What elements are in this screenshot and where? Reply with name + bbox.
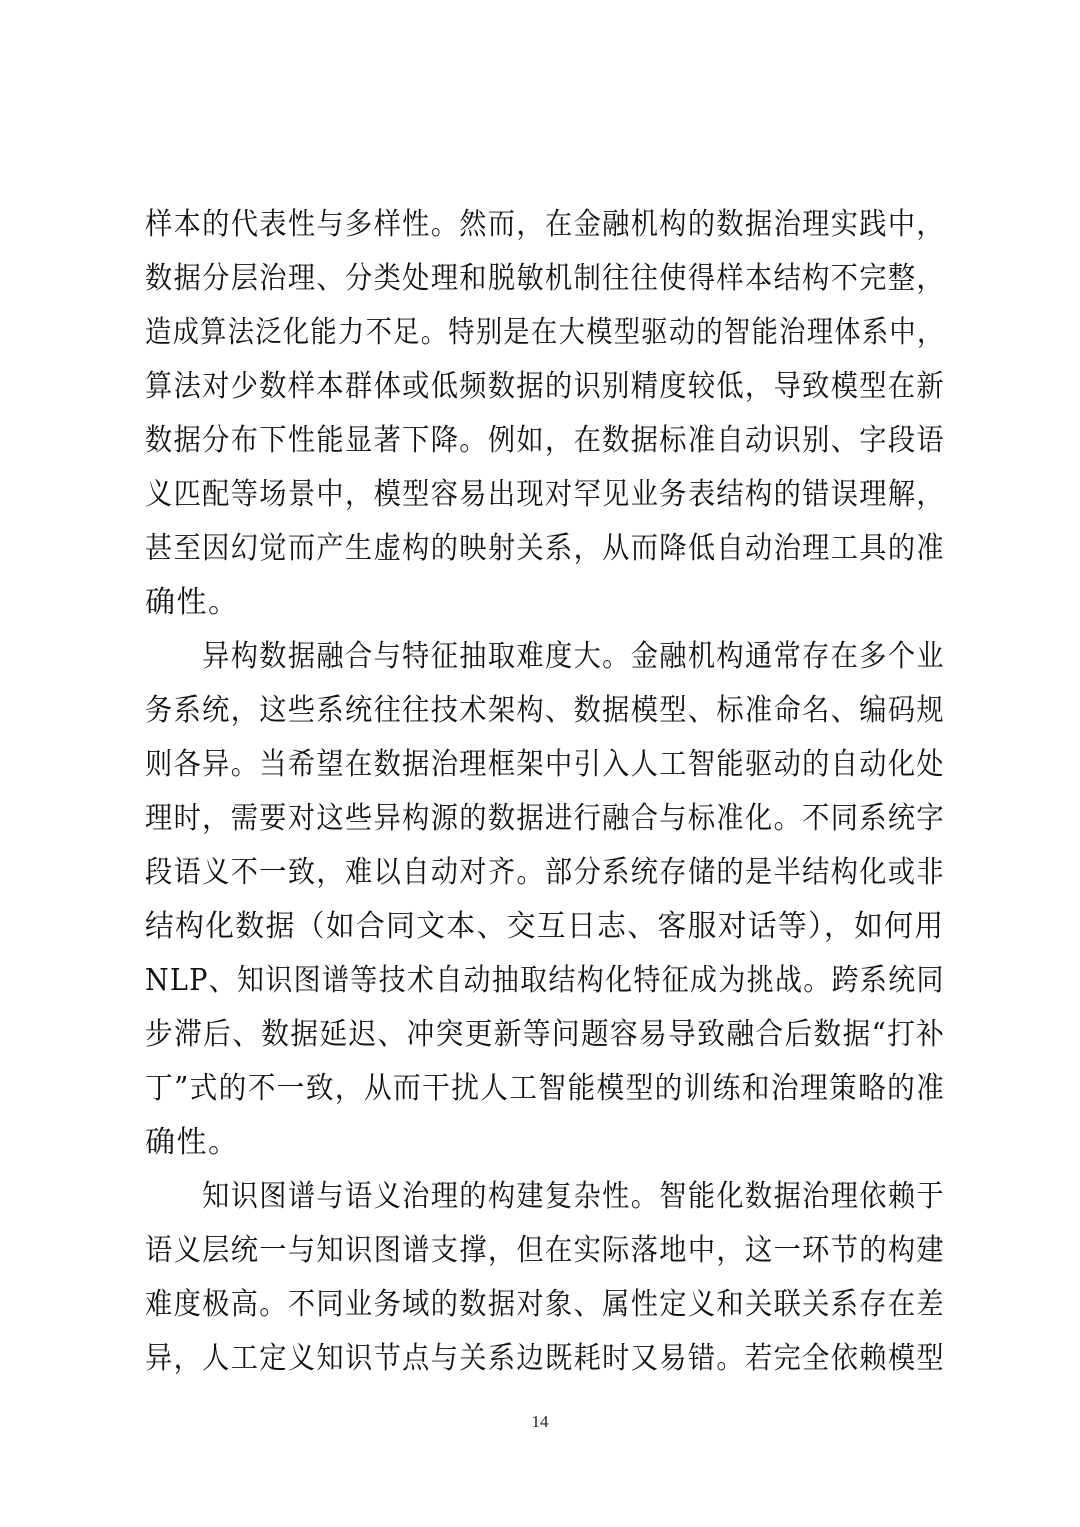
page-number: 14 (531, 1412, 549, 1431)
text-line: 样本的代表性与多样性。然而，在金融机构的数据治理实践中， (145, 207, 945, 242)
text-line: 确性。 (145, 585, 240, 620)
text-line: 数据分布下性能显著下降。例如，在数据标准自动识别、字段语 (145, 423, 945, 458)
text-line: 步滞后、数据延迟、冲突更新等问题容易导致融合后数据“打补 (145, 1017, 946, 1052)
text-line: NLP、知识图谱等技术自动抽取结构化特征成为挑战。跨系统同 (145, 963, 945, 998)
body-text (145, 198, 945, 1386)
text-line: 确性。 (145, 1125, 240, 1160)
text-line: 则各异。当希望在数据治理框架中引入人工智能驱动的自动化处 (145, 747, 945, 782)
text-line: 造成算法泛化能力不足。特别是在大模型驱动的智能治理体系中， (145, 315, 945, 350)
text-line: 知识图谱与语义治理的构建复杂性。智能化数据治理依赖于 (145, 1179, 945, 1214)
text-line: 难度极高。不同业务域的数据对象、属性定义和关联关系存在差 (145, 1287, 945, 1322)
text-line: 结构化数据（如合同文本、交互日志、客服对话等），如何用 (145, 909, 945, 944)
text-line: 甚至因幻觉而产生虚构的映射关系，从而降低自动治理工具的准 (145, 531, 945, 566)
text-line: 数据分层治理、分类处理和脱敏机制往往使得样本结构不完整， (145, 261, 945, 296)
text-line: 异构数据融合与特征抽取难度大。金融机构通常存在多个业 (145, 639, 945, 674)
text-line: 理时，需要对这些异构源的数据进行融合与标准化。不同系统字 (145, 801, 945, 836)
text-line: 语义层统一与知识图谱支撑，但在实际落地中，这一环节的构建 (145, 1233, 945, 1268)
text-line: 段语义不一致，难以自动对齐。部分系统存储的是半结构化或非 (145, 855, 945, 890)
text-line: 异，人工定义知识节点与关系边既耗时又易错。若完全依赖模型 (145, 1341, 945, 1376)
text-line: 丁”式的不一致，从而干扰人工智能模型的训练和治理策略的准 (145, 1071, 946, 1106)
text-line: 算法对少数样本群体或低频数据的识别精度较低，导致模型在新 (145, 369, 945, 404)
text-line: 义匹配等场景中，模型容易出现对罕见业务表结构的错误理解， (145, 477, 945, 512)
text-line: 务系统，这些系统往往技术架构、数据模型、标准命名、编码规 (145, 693, 945, 728)
